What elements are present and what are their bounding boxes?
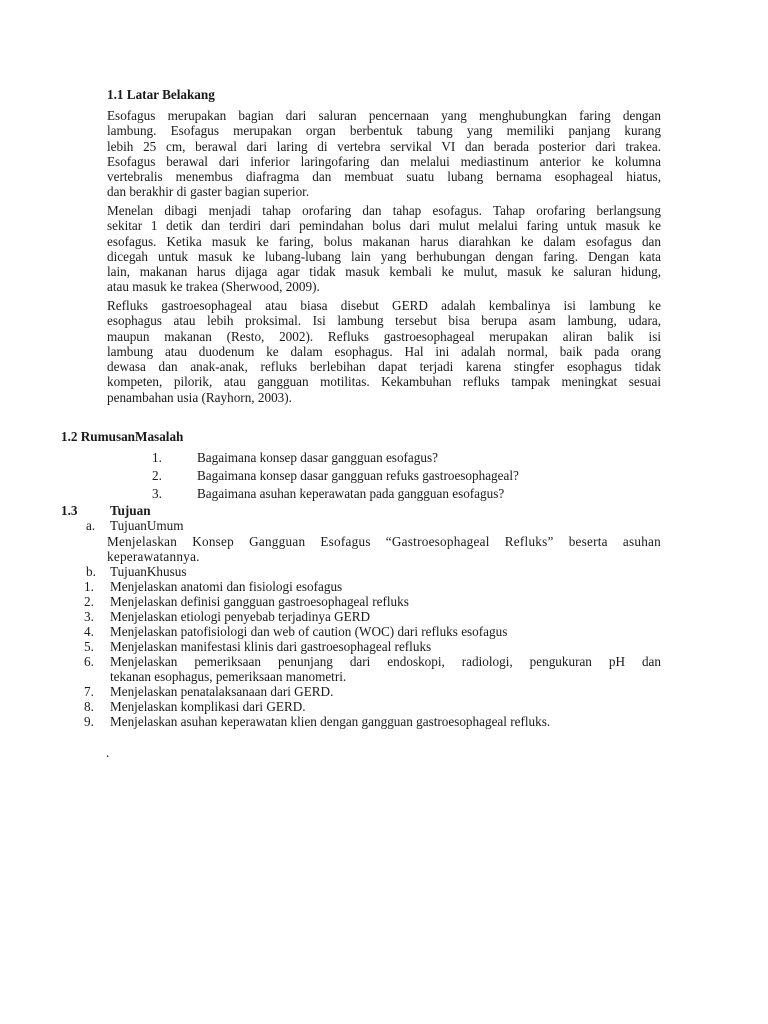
paragraph-line: esofagus. Ketika masuk ke faring, bolus makanan harus diarahkan ke dalam esofagus dan <box>107 233 661 249</box>
paragraph-line: Esofagus merupakan bagian dari saluran pencernaan yang menghubungkan faring dengan <box>107 108 661 123</box>
paragraph-line: kompeten, pilorik, atau gangguan motilitas. Kekambuhan refluks tampak meningkat sesuai <box>107 374 661 390</box>
objective-number: 7. <box>84 684 94 699</box>
problem-item-text: Bagaimana asuhan keperawatan pada gangguan esofagus? <box>197 486 505 501</box>
section-1-2-heading: 1.2 RumusanMasalah <box>61 429 184 444</box>
paragraph-line: lambung atau duodenum ke dalam esophagus. Hal ini adalah normal, baik pada orang <box>107 343 661 359</box>
subsection-a-title: TujuanUmum <box>110 518 184 533</box>
paragraph-line: Refluks gastroesophageal atau biasa disebut GERD adalah kembalinya isi lambung ke <box>107 298 661 313</box>
objective-text: Menjelaskan patofisiologi dan web of caution (WOC) dari refluks esofagus <box>110 624 508 639</box>
section-1-1-heading: 1.1 Latar Belakang <box>107 87 215 102</box>
paragraph-line: lain, makanan harus dijaga agar tidak masuk kembali ke mulut, masuk ke saluran hidung, <box>107 264 661 280</box>
general-objective-text <box>107 534 661 565</box>
section-1-3-number: 1.3 <box>61 503 78 518</box>
paragraph-line: Esofagus berawal dari inferior laringofaring dan melalui mediastinum anterior ke kolumna <box>107 153 661 169</box>
paragraph-line: lambung. Esofagus merupakan organ berbentuk tabung yang memiliki panjang kurang <box>107 123 661 139</box>
paragraph-3 <box>107 298 661 405</box>
objective-number: 4. <box>84 624 94 639</box>
paragraph-line: Menjelaskan pemeriksaan penunjang dari endoskopi, radiologi, pengukuran pH dan <box>110 654 661 669</box>
objective-number: 2. <box>84 594 94 609</box>
paragraph-line: dan berakhir di gaster bagian superior. <box>107 184 310 200</box>
paragraph-line: tekanan esophagus, pemeriksaan manometri. <box>110 669 347 685</box>
subsection-b-label: b. <box>86 564 96 579</box>
objective-text: Menjelaskan asuhan keperawatan klien dengan gangguan gastroesophageal refluks. <box>110 714 551 729</box>
paragraph-line: lebih 25 cm, berawal dari laring di vertebra servikal VI dan berada posterior dari trakea. <box>107 138 661 154</box>
objective-text <box>110 654 661 685</box>
paragraph-line: atau masuk ke trakea (Sherwood, 2009). <box>107 279 320 295</box>
subsection-b-title: TujuanKhusus <box>110 564 187 579</box>
objective-number: 6. <box>84 654 94 669</box>
objective-text: Menjelaskan manifestasi klinis dari gastroesophageal refluks <box>110 639 432 654</box>
paragraph-line: keperawatannya. <box>107 549 200 565</box>
objective-number: 1. <box>84 579 94 594</box>
objective-number: 5. <box>84 639 94 654</box>
objective-number: 9. <box>84 714 94 729</box>
objective-number: 3. <box>84 609 94 624</box>
paragraph-line: esophagus atau lebih proksimal. Isi lambung tersebut bisa berupa asam lambung, udara, <box>107 313 661 329</box>
paragraph-line: sekitar 1 detik dan terdiri dari pemindahan bolus dari mulut melalui faring untuk masuk ke <box>107 218 661 234</box>
paragraph-line: Menjelaskan Konsep Gangguan Esofagus “Gastroesophageal Refluks” beserta asuhan <box>107 534 661 549</box>
paragraph-2 <box>107 203 661 295</box>
paragraph-line: maupun makanan (Resto, 2002). Refluks gastroesophageal merupakan aliran balik isi <box>107 328 661 344</box>
problem-item-number: 2. <box>152 468 162 483</box>
trailing-dot: . <box>106 745 110 760</box>
paragraph-1 <box>107 108 661 200</box>
objective-text: Menjelaskan komplikasi dari GERD. <box>110 699 306 714</box>
objective-text: Menjelaskan definisi gangguan gastroesophageal refluks <box>110 594 409 609</box>
objective-text: Menjelaskan etiologi penyebab terjadinya GERD <box>110 609 371 624</box>
paragraph-line: Menelan dibagi menjadi tahap orofaring dan tahap esofagus. Tahap orofaring berlangsung <box>107 203 661 218</box>
objective-text: Menjelaskan anatomi dan fisiologi esofagus <box>110 579 343 594</box>
paragraph-line: dicegah untuk masuk ke lubang-lubang lain yang berhubungan dengan faring. Dengan kata <box>107 248 661 264</box>
objective-number: 8. <box>84 699 94 714</box>
objective-text: Menjelaskan penatalaksanaan dari GERD. <box>110 684 334 699</box>
subsection-a-label: a. <box>86 518 96 533</box>
paragraph-line: dewasa dan anak-anak, refluks berlebihan dapat terjadi karena stingfer esophagus tidak <box>107 359 661 375</box>
problem-item-text: Bagaimana konsep dasar gangguan esofagus? <box>197 450 438 465</box>
problem-item-text: Bagaimana konsep dasar gangguan refuks gastroesophageal? <box>197 468 519 483</box>
section-1-3-title: Tujuan <box>110 503 151 518</box>
problem-item-number: 3. <box>152 486 162 501</box>
paragraph-line: vertebralis menembus diafragma dan membuat suatu lubang bernama esophageal hiatus, <box>107 169 661 185</box>
problem-item-number: 1. <box>152 450 162 465</box>
paragraph-line: penambahan usia (Rayhorn, 2003). <box>107 389 292 405</box>
